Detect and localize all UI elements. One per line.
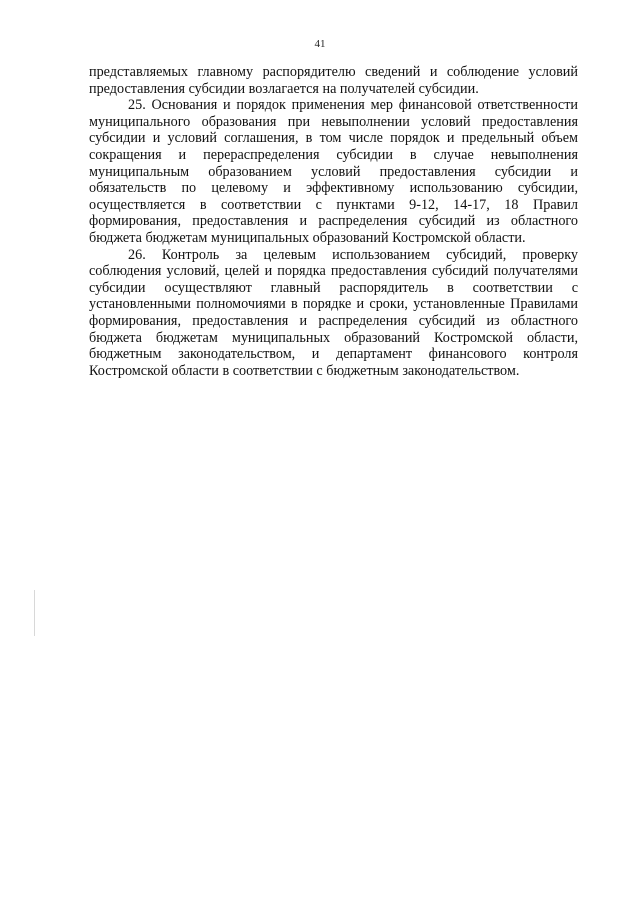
- page-number: 41: [314, 38, 326, 50]
- scan-margin-mark: [34, 590, 35, 636]
- paragraph-item-25: 25. Основания и порядок применения мер финансовой ответственности муниципального образования при невыполнении условий предоставления субсидии и условий соглашения, в том числе порядок и предельный объем сокращения и перераспределения субсидии в случае невыполнения муниципальным образованием условий предоставления субсидии и обязательств по целевому и эффективному использованию субсидии, осуществляется в соответствии с пунктами 9-12, 14-17, 18 Правил формирования, предоставления и распределения субсидий из областного бюджета бюджетам муниципальных образований Костромской области.: [89, 97, 578, 246]
- paragraph-item-26: 26. Контроль за целевым использованием субсидий, проверку соблюдения условий, целей и порядка предоставления субсидий получателями субсидии осуществляют главный распорядитель в соответствии с установленными полномочиями в порядке и сроки, установленные Правилами формирования, предоставления и распределения субсидий из областного бюджета бюджетам муниципальных образований Костромской области, бюджетным законодательством, и департамент финансового контроля Костромской области в соответствии с бюджетным законодательством.: [89, 246, 578, 379]
- paragraph-continuation: представляемых главному распорядителю сведений и соблюдение условий предоставления субсидии возлагается на получателей субсидии.: [89, 64, 578, 97]
- document-text: [89, 64, 578, 379]
